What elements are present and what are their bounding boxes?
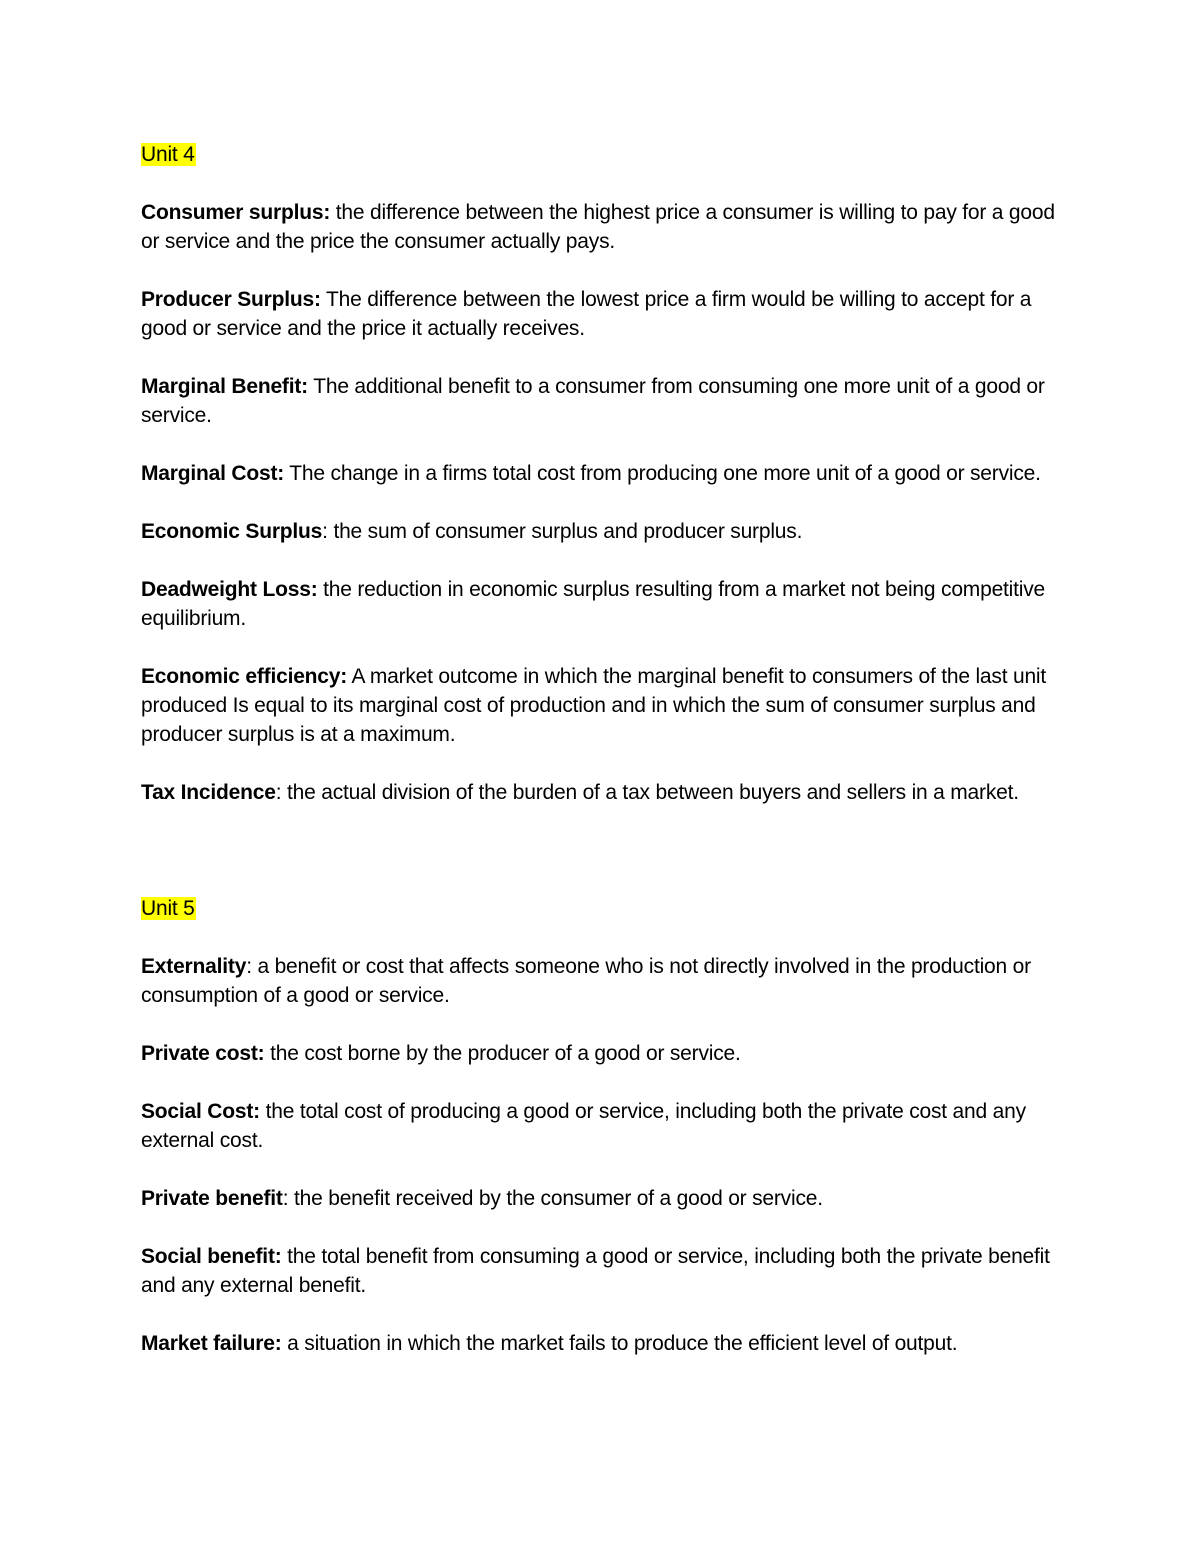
glossary-entry-consumer-surplus: [141, 198, 1066, 256]
glossary-term: Economic Surplus: [141, 520, 323, 543]
glossary-definition: the difference between the highest price a consumer is willing to pay for a good or service and the price the consumer actually pays.: [141, 201, 1055, 253]
glossary-term: Private cost:: [141, 1042, 265, 1065]
glossary-entry-social-cost: [141, 1097, 1066, 1155]
unit-5-section: [141, 894, 1066, 1358]
section-spacer: [141, 807, 1066, 894]
glossary-term: Market failure:: [141, 1332, 282, 1355]
glossary-term: Marginal Cost:: [141, 462, 285, 485]
glossary-entry-producer-surplus: [141, 285, 1066, 343]
glossary-definition: : the benefit received by the consumer of a good or service.: [282, 1187, 823, 1210]
glossary-term: Social Cost:: [141, 1100, 260, 1123]
glossary-entry-economic-efficiency: [141, 662, 1066, 749]
glossary-definition: a situation in which the market fails to produce the efficient level of output.: [281, 1332, 958, 1355]
glossary-definition: The change in a firms total cost from producing one more unit of a good or service.: [284, 462, 1041, 485]
unit-heading: [141, 894, 1066, 923]
unit-heading: [141, 140, 1066, 169]
document-page: [141, 140, 1066, 1358]
glossary-term: Private benefit: [141, 1187, 283, 1210]
glossary-definition: The additional benefit to a consumer from consuming one more unit of a good or service.: [141, 375, 1045, 427]
glossary-definition: : the actual division of the burden of a tax between buyers and sellers in a market.: [275, 781, 1019, 804]
glossary-entry-economic-surplus: [141, 517, 1066, 546]
glossary-entry-private-cost: [141, 1039, 1066, 1068]
glossary-term: Producer Surplus:: [141, 288, 321, 311]
glossary-entry-private-benefit: [141, 1184, 1066, 1213]
glossary-term: Deadweight Loss:: [141, 578, 318, 601]
glossary-term: Economic efficiency:: [141, 665, 348, 688]
glossary-entry-deadweight-loss: [141, 575, 1066, 633]
glossary-definition: the reduction in economic surplus resulting from a market not being competitive equilibrium.: [141, 578, 1046, 630]
glossary-entry-market-failure: [141, 1329, 1066, 1358]
glossary-entry-externality: [141, 952, 1066, 1010]
glossary-term: Social benefit:: [141, 1245, 282, 1268]
glossary-entry-marginal-cost: [141, 459, 1066, 488]
highlighted-heading: Unit 5: [141, 897, 195, 920]
glossary-term: Marginal Benefit:: [141, 375, 308, 398]
glossary-entry-social-benefit: [141, 1242, 1066, 1300]
glossary-definition: : a benefit or cost that affects someone who is not directly involved in the production or consumption of a good or service.: [141, 955, 1031, 1007]
glossary-term: Consumer surplus:: [141, 201, 331, 224]
glossary-definition: the cost borne by the producer of a good or service.: [264, 1042, 741, 1065]
glossary-definition: the total cost of producing a good or service, including both the private cost and any external cost.: [141, 1100, 1026, 1152]
unit-4-section: [141, 140, 1066, 807]
glossary-definition: A market outcome in which the marginal benefit to consumers of the last unit produced Is equal to its marginal cost of production and in which the sum of consumer surplus and producer surplus is at a maximum.: [141, 665, 1047, 746]
glossary-definition: The difference between the lowest price a firm would be willing to accept for a good or service and the price it actually receives.: [141, 288, 1032, 340]
glossary-entry-tax-incidence: [141, 778, 1066, 807]
highlighted-heading: Unit 4: [141, 143, 195, 166]
glossary-term: Externality: [141, 955, 247, 978]
glossary-definition: : the sum of consumer surplus and producer surplus.: [322, 520, 803, 543]
glossary-entry-marginal-benefit: [141, 372, 1066, 430]
glossary-term: Tax Incidence: [141, 781, 276, 804]
glossary-definition: the total benefit from consuming a good or service, including both the private benefit and any external benefit.: [141, 1245, 1050, 1297]
